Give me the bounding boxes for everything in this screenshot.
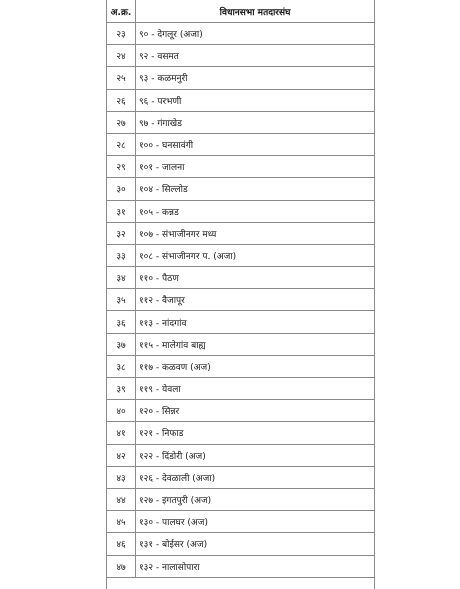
- constituency-name: ११७ - कळवण (अज): [135, 356, 374, 377]
- table-row: [107, 533, 374, 555]
- constituency-name: १२२ - दिंडोरी (अज): [135, 445, 374, 466]
- constituency-name: १०१ - जालना: [135, 156, 374, 177]
- serial-number: २९: [116, 163, 126, 174]
- constituency-name: १२० - सिन्नर: [135, 400, 374, 421]
- table-body: [107, 23, 374, 578]
- constituency-name: ११५ - मालेगांव बाह्य: [135, 334, 374, 355]
- serial-number: ३५: [116, 296, 126, 307]
- constituency-name: ११२ - वैजापूर: [135, 289, 374, 310]
- serial-number: ४६: [116, 540, 126, 551]
- table-row: [107, 489, 374, 511]
- header-serial: अ.क्र.: [110, 7, 132, 18]
- serial-number: २४: [116, 52, 126, 63]
- table-row: [107, 90, 374, 112]
- table-row: [107, 134, 374, 156]
- constituency-name: ९६ - परभणी: [135, 90, 374, 111]
- table-row: [107, 511, 374, 533]
- constituency-name: ११० - पैठण: [135, 267, 374, 288]
- serial-number: ३८: [116, 362, 126, 373]
- table-row: [107, 178, 374, 200]
- constituency-name: १२६ - देवळाली (अजा): [135, 467, 374, 488]
- serial-number: ४१: [116, 429, 126, 440]
- constituency-name: ११९ - येवला: [135, 378, 374, 399]
- table-row: [107, 400, 374, 422]
- serial-number: ३०: [116, 185, 126, 196]
- serial-number: ३६: [116, 318, 126, 329]
- serial-number: २७: [116, 118, 126, 129]
- header-constituency: विधानसभा मतदारसंघ: [135, 0, 374, 22]
- serial-number: ४५: [116, 518, 126, 529]
- table-header: [107, 0, 374, 23]
- serial-number: ४४: [116, 496, 126, 507]
- constituency-name: १३१ - बोईसर (अज): [135, 533, 374, 554]
- serial-number: ३२: [116, 229, 126, 240]
- table-row: [107, 311, 374, 333]
- constituency-name: ९२ - वसमत: [135, 45, 374, 66]
- table-row: [107, 556, 374, 578]
- serial-number: २६: [116, 96, 126, 107]
- table-row: [107, 289, 374, 311]
- table-row: [107, 445, 374, 467]
- serial-number: ३४: [116, 274, 126, 285]
- serial-number: ४७: [116, 562, 126, 573]
- table-row: [107, 422, 374, 444]
- table-row: [107, 67, 374, 89]
- serial-number: ३७: [116, 340, 126, 351]
- table-row: [107, 356, 374, 378]
- table-row: [107, 112, 374, 134]
- constituency-name: ११३ - नांदगांव: [135, 311, 374, 332]
- serial-number: २३: [116, 30, 126, 41]
- table-row: [107, 45, 374, 67]
- table-row: [107, 156, 374, 178]
- constituency-name: ९३ - कळमनुरी: [135, 67, 374, 88]
- serial-number: ४०: [116, 407, 126, 418]
- serial-number: २८: [116, 141, 126, 152]
- constituency-name: १०५ - कन्नड: [135, 201, 374, 222]
- table-row: [107, 245, 374, 267]
- table-row: [107, 378, 374, 400]
- constituency-name: १३० - पालघर (अज): [135, 511, 374, 532]
- table-row: [107, 223, 374, 245]
- serial-number: ४३: [116, 473, 126, 484]
- constituency-name: १२७ - इगतपुरी (अज): [135, 489, 374, 510]
- table-row: [107, 334, 374, 356]
- serial-number: ३१: [116, 207, 126, 218]
- table-row: [107, 267, 374, 289]
- constituency-name: ९० - देगलूर (अजा): [135, 23, 374, 44]
- serial-number: ३९: [116, 385, 126, 396]
- serial-number: २५: [116, 74, 126, 85]
- constituency-name: १०४ - सिल्लोड: [135, 178, 374, 199]
- constituency-name: १०८ - संभाजीनगर प. (अजा): [135, 245, 374, 266]
- table-row: [107, 201, 374, 223]
- table-row: [107, 23, 374, 45]
- constituency-name: ९७ - गंगाखेड: [135, 112, 374, 133]
- table-row: [107, 467, 374, 489]
- constituency-name: १२१ - निफाड: [135, 422, 374, 443]
- constituency-name: १३२ - नालासोपारा: [135, 556, 374, 577]
- constituency-table: [106, 0, 375, 589]
- constituency-name: १०७ - संभाजीनगर मध्य: [135, 223, 374, 244]
- serial-number: ४२: [116, 451, 126, 462]
- constituency-name: १०० - घनसावंगी: [135, 134, 374, 155]
- serial-number: ३३: [116, 251, 126, 262]
